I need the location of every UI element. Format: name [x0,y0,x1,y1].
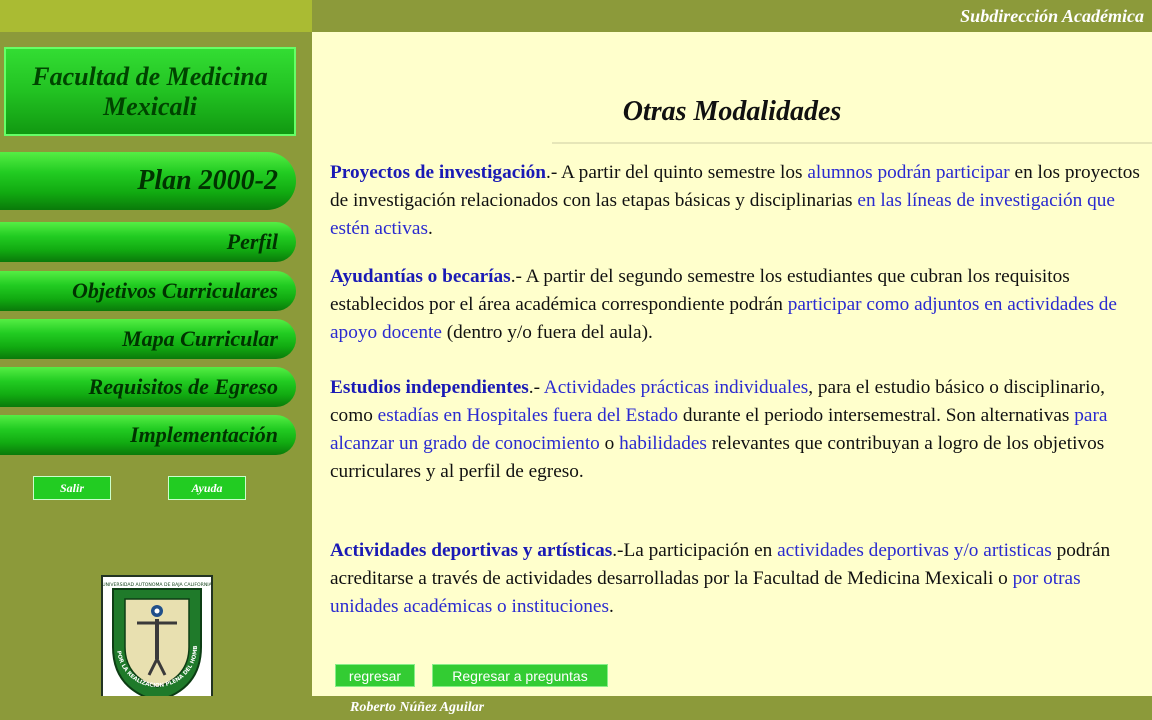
p1-text-1: .- A partir del quinto semestre los [546,162,808,183]
nav-mapa-button[interactable] [0,319,296,359]
p1-text-3: . [427,218,433,239]
p1-highlight-1: alumnos podrán participar [807,162,1010,183]
nav-requisitos-button[interactable] [0,367,296,407]
p3-text-3: durante el periodo intersemestral. Son alternativas [678,405,1075,426]
nav-plan-button[interactable] [0,152,296,210]
svg-text:POR LA REALIZACION PLENA DEL H: POR LA REALIZACION PLENA DEL HOMB [115,645,200,690]
ayuda-button[interactable]: Ayuda [168,476,246,500]
nav-objetivos-label: Objetivos Curriculares [72,278,278,303]
p3-highlight-3: para alcanzar un grado de conocimiento [330,405,1108,454]
nav-perfil-label: Perfil [226,229,278,254]
title-divider [552,142,1152,144]
paragraph-proyectos [330,159,1142,243]
nav-implementacion-label: Implementación [130,422,278,447]
p4-text-1: .-La participación en [612,540,778,561]
term-actividades: Actividades deportivas y artísticas [330,540,613,561]
footer-bar [0,696,1152,720]
top-left-accent [0,0,312,32]
p1-highlight-2: en las líneas de investigación que estén activas [330,190,1115,239]
p3-text-5: relevantes que contribuyan a logro de los objetivos curriculares y al perfil de egreso. [330,433,1105,482]
p4-highlight-2: por otras unidades académicas o instituciones [330,568,1081,617]
faculty-name [32,62,267,122]
p1-text-2: en los proyectos de investigación relacionados con las etapas básicas y disciplinarias [330,162,1140,211]
p3-text-1: .- [528,377,544,398]
p3-highlight-1: Actividades prácticas individuales [543,377,809,398]
term-ayudantias: Ayudantías o becarías [330,266,511,287]
term-proyectos: Proyectos de investigación [330,162,546,183]
nav-mapa-label: Mapa Curricular [122,326,278,351]
paragraph-ayudantias [330,263,1142,347]
p3-text-2: , para el estudio básico o disciplinario, como [330,377,1105,426]
term-estudios: Estudios independientes [330,377,529,398]
salir-button[interactable]: Salir [33,476,111,500]
regresar-button[interactable]: regresar [335,664,415,687]
p3-text-4: o [599,433,620,454]
p3-highlight-4: habilidades [619,433,707,454]
nav-implementacion-button[interactable] [0,415,296,455]
university-seal [101,575,213,708]
paragraph-estudios [330,374,1142,486]
p3-highlight-2: estadías en Hospitales fuera del Estado [377,405,679,426]
p4-text-2: podrán acreditarse a través de actividades desarrolladas por la Facultad de Medicina Mexicali o [330,540,1111,589]
faculty-box [4,47,296,136]
nav-objetivos-button[interactable] [0,271,296,311]
svg-text:UNIVERSIDAD AUTONOMA DE BAJA C: UNIVERSIDAD AUTONOMA DE BAJA CALIFORNIA [103,583,211,588]
faculty-name-line2: Mexicali [103,91,197,121]
regresar-preguntas-button[interactable]: Regresar a preguntas [432,664,608,687]
paragraph-actividades [330,537,1142,621]
p4-highlight-1: actividades deportivas y/o artisticas [777,540,1052,561]
page-title: Otras Modalidades [622,96,842,127]
p2-text-1: .- A partir del segundo semestre los estudiantes que cubran los requisitos establecidos por el área académica correspondiente podrán [330,266,1070,315]
nav-plan-label: Plan 2000-2 [137,165,278,196]
header-bar [312,0,1152,32]
header-title: Subdirección Académica [960,6,1144,26]
nav-requisitos-label: Requisitos de Egreso [88,374,278,399]
nav-perfil-button[interactable] [0,222,296,262]
seal-emblem-icon [103,577,211,706]
p4-text-3: . [608,596,614,617]
p2-highlight-1: participar como adjuntos en actividades de apoyo docente [330,294,1117,343]
p2-text-2: (dentro y/o fuera del aula). [441,322,653,343]
footer-author: Roberto Núñez Aguilar [350,700,485,715]
faculty-name-line1: Facultad de Medicina [32,61,268,91]
